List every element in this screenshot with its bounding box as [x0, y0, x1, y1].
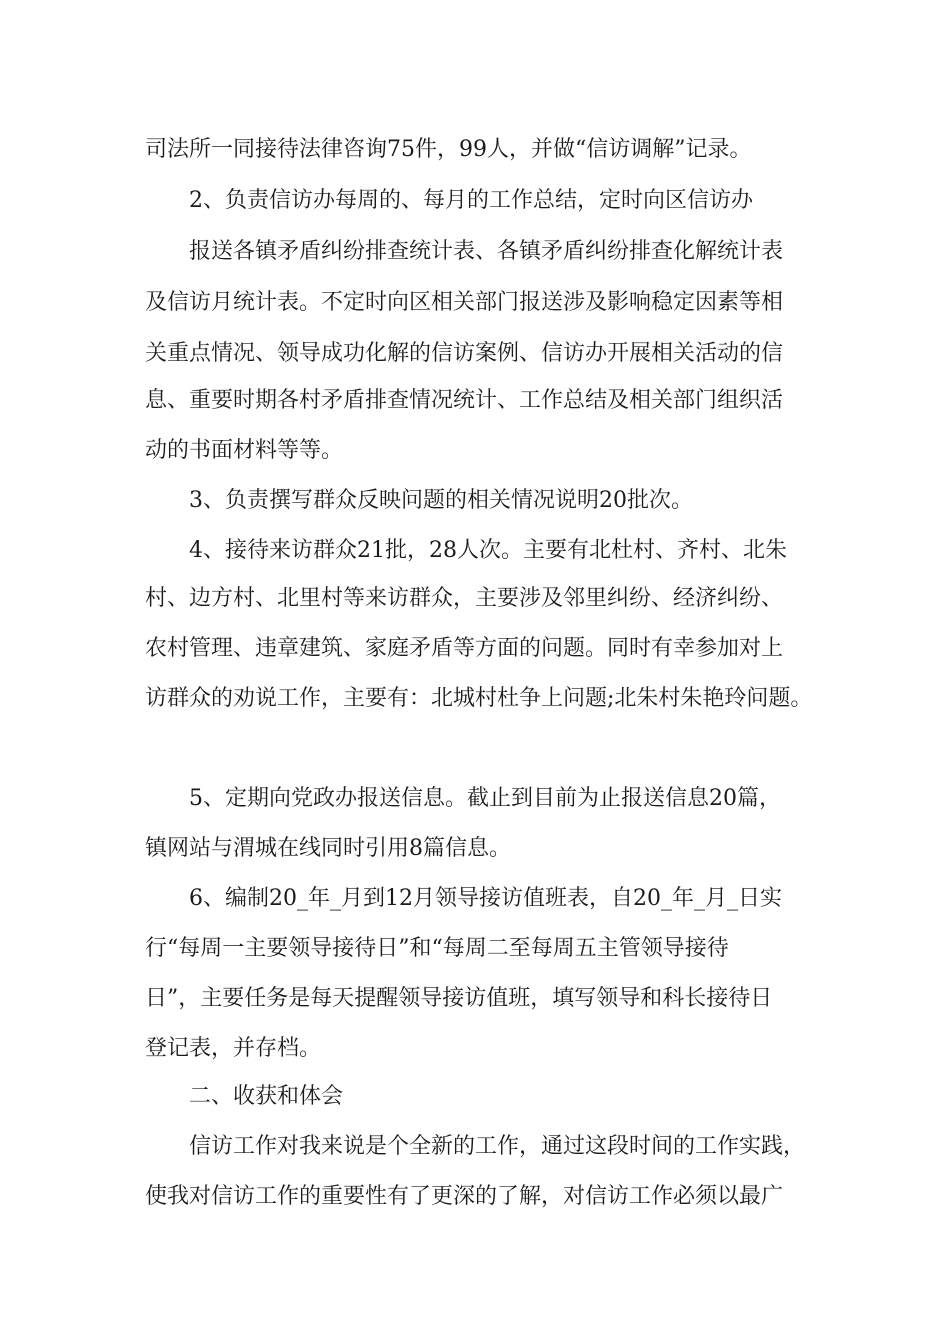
text-line: 镇网站与渭城在线同时引用8篇信息。 [145, 836, 511, 861]
text-line: 报送各镇矛盾纠纷排查统计表、各镇矛盾纠纷排查化解统计表 [189, 239, 784, 264]
text-line: 2、负责信访办每周的、每月的工作总结，定时向区信访办 [189, 188, 753, 213]
section-heading: 二、收获和体会 [189, 1084, 344, 1109]
text-line: 5、定期向党政办报送信息。截止到目前为止报送信息20篇， [189, 786, 781, 811]
text-line: 登记表，并存档。 [145, 1036, 322, 1061]
text-line: 司法所一同接待法律咨询75件，99人，并做“信访调解”记录。 [145, 137, 752, 162]
text-line: 息、重要时期各村矛盾排查情况统计、工作总结及相关部门组织活 [145, 388, 784, 413]
text-line: 信访工作对我来说是个全新的工作，通过这段时间的工作实践， [189, 1134, 806, 1159]
text-line: 访群众的劝说工作，主要有：北城村杜争上问题;北朱村朱艳玲问题。 [145, 686, 813, 711]
text-line: 使我对信访工作的重要性有了更深的了解，对信访工作必须以最广 [145, 1184, 784, 1209]
text-line: 农村管理、违章建筑、家庭矛盾等方面的问题。同时有幸参加对上 [145, 636, 784, 661]
text-line: 关重点情况、领导成功化解的信访案例、信访办开展相关活动的信 [145, 341, 784, 366]
text-line: 动的书面材料等等。 [145, 438, 344, 463]
text-line: 6、编制20_年_月到12月领导接访值班表，自20_年_月_日实 [189, 886, 782, 911]
text-line: 村、边方村、北里村等来访群众，主要涉及邻里纠纷、经济纠纷、 [145, 586, 784, 611]
text-line: 行“每周一主要领导接待日”和“每周二至每周五主管领导接待 [145, 936, 729, 961]
text-line: 3、负责撰写群众反映问题的相关情况说明20批次。 [189, 488, 693, 513]
text-line: 及信访月统计表。不定时向区相关部门报送涉及影响稳定因素等相 [145, 290, 784, 315]
text-line: 日”，主要任务是每天提醒领导接访值班，填写领导和科长接待日 [145, 986, 773, 1011]
text-line: 4、接待来访群众21批，28人次。主要有北杜村、齐村、北朱 [189, 538, 787, 563]
